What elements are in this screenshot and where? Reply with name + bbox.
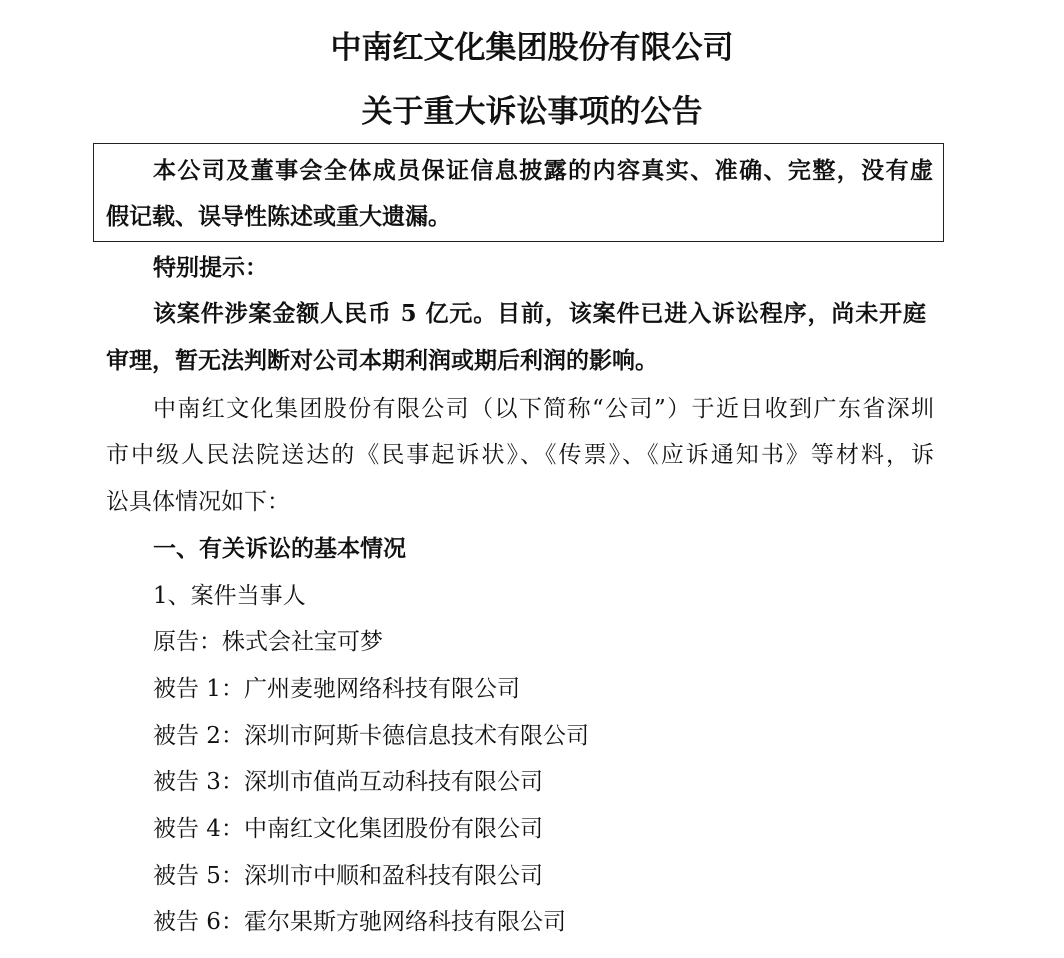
defendant-line	[153, 673, 520, 705]
defendant-label: 被告 4：	[153, 816, 244, 842]
defendant-name: 深圳市中顺和盈科技有限公司	[243, 863, 543, 889]
defendant-name: 深圳市阿斯卡德信息技术有限公司	[243, 723, 589, 749]
parties-subheading: 1、案件当事人	[153, 583, 306, 609]
defendant-label: 被告 2：	[153, 723, 244, 749]
plaintiff-name: 株式会社宝可梦	[222, 629, 383, 655]
defendant-name: 中南红文化集团股份有限公司	[243, 816, 543, 842]
defendant-line	[153, 860, 543, 892]
defendant-name: 广州麦驰网络科技有限公司	[243, 676, 520, 702]
defendant-name: 深圳市值尚互动科技有限公司	[243, 769, 543, 795]
defendant-line	[153, 813, 543, 845]
company-title: 中南红文化集团股份有限公司	[330, 30, 734, 66]
notice-line-1: 本公司及董事会全体成员保证信息披露的内容真实、准确、完整，没有虚	[153, 157, 933, 184]
defendant-label: 被告 3：	[153, 769, 244, 795]
special-tip-heading: 特别提示：	[153, 254, 268, 281]
special-tip-line-2: 审理，暂无法判断对公司本期利润或期后利润的影响。	[106, 347, 658, 374]
defendant-line	[153, 766, 543, 798]
defendant-label: 被告 5：	[153, 863, 244, 889]
defendant-label: 被告 1：	[153, 676, 244, 702]
intro-line-2: 市中级人民法院送达的《民事起诉状》、《传票》、《应诉通知书》等材料，诉	[106, 442, 934, 468]
plaintiff-line	[153, 626, 383, 658]
section-heading: 一、有关诉讼的基本情况	[153, 535, 406, 562]
defendant-line	[153, 720, 589, 752]
plaintiff-label: 原告：	[153, 629, 222, 655]
defendant-label: 被告 6：	[153, 909, 244, 935]
announcement-title: 关于重大诉讼事项的公告	[361, 94, 703, 130]
intro-line-3: 讼具体情况如下：	[106, 489, 290, 515]
special-tip-line-1: 该案件涉案金额人民币 5 亿元。目前，该案件已进入诉讼程序，尚未开庭	[153, 300, 926, 327]
intro-line-1: 中南红文化集团股份有限公司（以下简称“公司”）于近日收到广东省深圳	[153, 396, 934, 422]
defendant-name: 霍尔果斯方驰网络科技有限公司	[243, 909, 566, 935]
defendant-line	[153, 906, 566, 938]
notice-line-2: 假记载、误导性陈述或重大遗漏。	[106, 203, 451, 230]
